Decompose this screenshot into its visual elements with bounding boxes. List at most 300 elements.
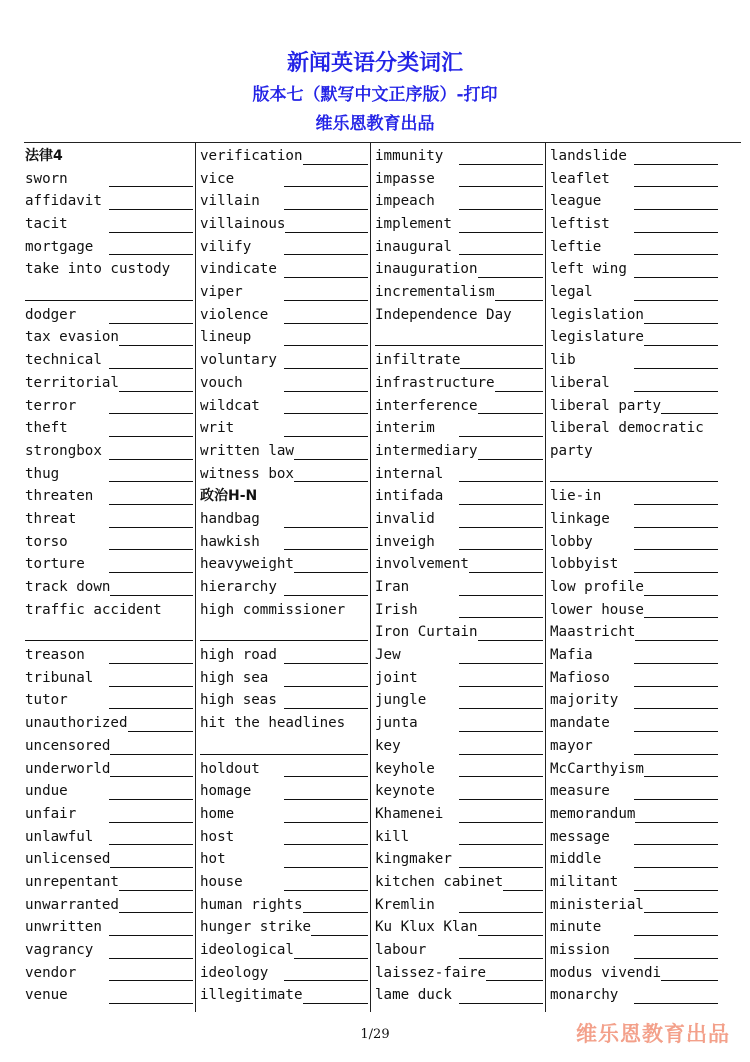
vocab-word: joint bbox=[375, 669, 418, 686]
vocab-entry bbox=[550, 372, 718, 395]
vocab-entry bbox=[25, 894, 193, 917]
vocab-word: kill bbox=[375, 828, 410, 845]
vocab-word: tax evasion bbox=[25, 329, 119, 346]
answer-blank-line bbox=[634, 215, 718, 233]
answer-blank-line bbox=[459, 737, 543, 755]
vocab-entry bbox=[200, 463, 368, 486]
vocab-entry bbox=[550, 281, 718, 304]
answer-blank-line bbox=[634, 351, 718, 369]
vocab-word: intifada bbox=[375, 488, 444, 505]
answer-blank-line bbox=[284, 578, 368, 596]
answer-blank-line bbox=[634, 873, 718, 891]
vocab-entry bbox=[550, 145, 718, 168]
vocab-word: homage bbox=[200, 783, 252, 800]
answer-blank-line bbox=[459, 169, 543, 187]
vocab-word: legal bbox=[550, 284, 593, 301]
vocab-word: Irish bbox=[375, 601, 418, 618]
answer-blank-line bbox=[284, 782, 368, 800]
vocab-entry bbox=[200, 395, 368, 418]
vocab-word: unlicensed bbox=[25, 851, 111, 868]
answer-blank-line bbox=[109, 827, 193, 845]
answer-blank-line bbox=[303, 986, 369, 1004]
answer-blank-line bbox=[284, 691, 368, 709]
vocab-entry bbox=[200, 168, 368, 191]
vocab-entry bbox=[550, 168, 718, 191]
vocab-entry bbox=[200, 780, 368, 803]
vocab-word: technical bbox=[25, 352, 102, 369]
vocab-word: track down bbox=[25, 579, 111, 596]
vocab-entry bbox=[25, 395, 193, 418]
vocab-entry bbox=[375, 916, 543, 939]
vocab-entry bbox=[200, 984, 368, 1007]
answer-blank-line bbox=[284, 532, 368, 550]
vocab-word: jungle bbox=[375, 692, 427, 709]
vocab-entry bbox=[375, 984, 543, 1007]
vocab-entry bbox=[25, 826, 193, 849]
answer-blank-line bbox=[634, 532, 718, 550]
vocab-word: militant bbox=[550, 873, 619, 890]
answer-blank-line bbox=[634, 555, 718, 573]
vocab-entry bbox=[550, 553, 718, 576]
vocab-entry bbox=[200, 599, 368, 622]
answer-blank-line bbox=[303, 895, 369, 913]
vocab-entry bbox=[25, 916, 193, 939]
vocab-word: mortgage bbox=[25, 238, 94, 255]
vocab-word: measure bbox=[550, 783, 610, 800]
answer-blank-line bbox=[459, 941, 543, 959]
vocab-word: territorial bbox=[25, 374, 119, 391]
vocab-entry bbox=[550, 190, 718, 213]
answer-blank-line bbox=[459, 646, 543, 664]
vocab-word: invalid bbox=[375, 510, 435, 527]
answer-blank-line bbox=[459, 850, 543, 868]
answer-blank-line bbox=[634, 986, 718, 1004]
vocab-word: Jew bbox=[375, 647, 401, 664]
word-column-4 bbox=[550, 145, 718, 1007]
vocab-word: lame duck bbox=[375, 987, 452, 1004]
vocab-word: inaugural bbox=[375, 238, 452, 255]
vocab-entry bbox=[200, 553, 368, 576]
answer-blank-line bbox=[200, 623, 368, 641]
answer-blank-line bbox=[634, 918, 718, 936]
vocab-entry bbox=[550, 758, 718, 781]
answer-blank-line bbox=[109, 487, 193, 505]
vocab-word: unwarranted bbox=[25, 896, 119, 913]
answer-blank-line bbox=[459, 691, 543, 709]
vocab-word: high seas bbox=[200, 692, 277, 709]
vocab-entry bbox=[550, 349, 718, 372]
answer-blank-line bbox=[634, 827, 718, 845]
vocab-entry bbox=[550, 690, 718, 713]
vocab-entry bbox=[25, 485, 193, 508]
vocab-entry bbox=[200, 440, 368, 463]
vocab-entry bbox=[200, 939, 368, 962]
vocab-entry bbox=[550, 803, 718, 826]
answer-blank-line bbox=[644, 578, 718, 596]
vocab-entry bbox=[25, 236, 193, 259]
vocab-word: infrastructure bbox=[375, 374, 495, 391]
answer-blank-line bbox=[109, 306, 193, 324]
vocab-entry bbox=[200, 644, 368, 667]
vocab-word: sworn bbox=[25, 170, 68, 187]
vocab-entry bbox=[200, 372, 368, 395]
vocab-word: villainous bbox=[200, 216, 286, 233]
vocab-word: message bbox=[550, 828, 610, 845]
vocab-entry bbox=[25, 349, 193, 372]
vocab-entry bbox=[375, 463, 543, 486]
vocab-entry bbox=[375, 962, 543, 985]
answer-blank-line bbox=[294, 442, 368, 460]
vocab-word: viper bbox=[200, 284, 243, 301]
vocab-word: liberal bbox=[550, 374, 610, 391]
answer-blank-line bbox=[284, 669, 368, 687]
vocab-word: violence bbox=[200, 306, 269, 323]
vocab-entry bbox=[375, 848, 543, 871]
vocab-word: Kremlin bbox=[375, 896, 435, 913]
answer-blank-line bbox=[634, 374, 718, 392]
vocab-entry bbox=[375, 599, 543, 622]
vocab-entry bbox=[375, 667, 543, 690]
vocab-entry bbox=[375, 531, 543, 554]
vocab-entry bbox=[550, 780, 718, 803]
vocab-entry bbox=[550, 236, 718, 259]
vocab-word: implement bbox=[375, 216, 452, 233]
vocab-entry bbox=[375, 690, 543, 713]
vocab-word: ideology bbox=[200, 964, 269, 981]
vocab-word: Iran bbox=[375, 579, 410, 596]
vocab-word: Khamenei bbox=[375, 805, 444, 822]
vocab-word: landslide bbox=[550, 147, 627, 164]
answer-blank-line bbox=[284, 306, 368, 324]
answer-blank-line bbox=[459, 419, 543, 437]
vocab-entry bbox=[25, 939, 193, 962]
vocab-entry bbox=[200, 735, 368, 758]
answer-blank-line bbox=[109, 419, 193, 437]
vocab-word: vice bbox=[200, 170, 235, 187]
vocab-entry bbox=[200, 236, 368, 259]
vocab-entry bbox=[25, 735, 193, 758]
vocab-word: legislation bbox=[550, 306, 644, 323]
answer-blank-line bbox=[634, 850, 718, 868]
vocab-word: handbag bbox=[200, 510, 260, 527]
answer-blank-line bbox=[644, 895, 718, 913]
answer-blank-line bbox=[284, 169, 368, 187]
vocab-word: key bbox=[375, 737, 401, 754]
answer-blank-line bbox=[459, 578, 543, 596]
answer-blank-line bbox=[634, 782, 718, 800]
page-subtitle: 版本七（默写中文正序版）-打印 bbox=[252, 85, 498, 105]
answer-blank-line bbox=[109, 396, 193, 414]
vocab-entry bbox=[200, 803, 368, 826]
vocab-entry bbox=[375, 576, 543, 599]
vocab-word: unfair bbox=[25, 805, 77, 822]
vocab-entry bbox=[25, 848, 193, 871]
answer-blank-line bbox=[284, 759, 368, 777]
vocab-entry bbox=[375, 190, 543, 213]
vocab-word: modus vivendi bbox=[550, 964, 662, 981]
vocab-entry bbox=[25, 599, 193, 622]
vocab-entry bbox=[25, 690, 193, 713]
vocab-entry bbox=[200, 621, 368, 644]
vocab-word: vouch bbox=[200, 374, 243, 391]
answer-blank-line bbox=[634, 260, 718, 278]
answer-blank-line bbox=[109, 169, 193, 187]
vocab-word: involvement bbox=[375, 556, 469, 573]
vocab-word: torso bbox=[25, 533, 68, 550]
vocab-word: kitchen cabinet bbox=[375, 873, 504, 890]
vocab-word: labour bbox=[375, 942, 427, 959]
answer-blank-line bbox=[459, 827, 543, 845]
vocab-entry bbox=[550, 599, 718, 622]
vocab-entry bbox=[25, 553, 193, 576]
vocab-word: left wing bbox=[550, 261, 627, 278]
answer-blank-line bbox=[635, 805, 718, 823]
vocab-word: mandate bbox=[550, 715, 610, 732]
vocab-entry bbox=[25, 417, 193, 440]
answer-blank-line bbox=[119, 374, 193, 392]
vocab-entry bbox=[550, 395, 718, 418]
vocab-word: league bbox=[550, 193, 602, 210]
vocab-word: minute bbox=[550, 919, 602, 936]
vocab-word: low profile bbox=[550, 579, 644, 596]
answer-blank-line bbox=[459, 192, 543, 210]
answer-blank-line bbox=[110, 578, 193, 596]
answer-blank-line bbox=[109, 532, 193, 550]
vocab-word: internal bbox=[375, 465, 444, 482]
answer-blank-line bbox=[459, 237, 543, 255]
answer-blank-line bbox=[634, 941, 718, 959]
vocab-entry bbox=[375, 213, 543, 236]
vocab-entry bbox=[375, 372, 543, 395]
vocab-word: hierarchy bbox=[200, 579, 277, 596]
vocab-word: lib bbox=[550, 352, 576, 369]
vocab-entry bbox=[25, 463, 193, 486]
vocab-word: high commissioner bbox=[200, 601, 346, 618]
vocab-word: middle bbox=[550, 851, 602, 868]
answer-blank-line bbox=[109, 442, 193, 460]
vocab-word: unwritten bbox=[25, 919, 102, 936]
vocab-word: uncensored bbox=[25, 737, 111, 754]
vocab-word: vagrancy bbox=[25, 942, 94, 959]
vocab-entry bbox=[375, 644, 543, 667]
vocab-entry bbox=[25, 304, 193, 327]
answer-blank-line bbox=[109, 351, 193, 369]
vocab-word: vendor bbox=[25, 964, 77, 981]
vocab-word: dodger bbox=[25, 306, 77, 323]
vocab-entry bbox=[25, 644, 193, 667]
vocab-entry bbox=[375, 939, 543, 962]
vocab-word: McCarthyism bbox=[550, 760, 644, 777]
vocab-word: memorandum bbox=[550, 805, 636, 822]
vocab-entry bbox=[550, 939, 718, 962]
vocab-word: Ku Klux Klan bbox=[375, 919, 478, 936]
vocab-entry bbox=[550, 667, 718, 690]
answer-blank-line bbox=[459, 805, 543, 823]
vocab-word: intermediary bbox=[375, 442, 478, 459]
vocab-entry bbox=[550, 735, 718, 758]
answer-blank-line bbox=[200, 737, 368, 755]
answer-blank-line bbox=[284, 827, 368, 845]
answer-blank-line bbox=[109, 986, 193, 1004]
vocab-word: inveigh bbox=[375, 533, 435, 550]
vocab-entry bbox=[375, 621, 543, 644]
vocab-entry bbox=[25, 576, 193, 599]
vocab-entry bbox=[375, 894, 543, 917]
vocab-word: hit the headlines bbox=[200, 715, 346, 732]
vocab-entry bbox=[200, 508, 368, 531]
answer-blank-line bbox=[459, 895, 543, 913]
vocab-word: threaten bbox=[25, 488, 94, 505]
answer-blank-line bbox=[303, 147, 369, 165]
vocab-word: lie-in bbox=[550, 488, 602, 505]
publisher-watermark: 维乐恩教育出品 bbox=[576, 1022, 730, 1046]
answer-blank-line bbox=[503, 873, 543, 891]
vocab-entry bbox=[375, 145, 543, 168]
vocab-word: lobby bbox=[550, 533, 593, 550]
vocab-word: human rights bbox=[200, 896, 303, 913]
vocab-word: terror bbox=[25, 397, 77, 414]
vocab-entry bbox=[550, 894, 718, 917]
answer-blank-line bbox=[128, 714, 194, 732]
answer-blank-line bbox=[284, 351, 368, 369]
vocab-word: traffic accident bbox=[25, 601, 162, 618]
vocab-entry bbox=[550, 258, 718, 281]
answer-blank-line bbox=[634, 737, 718, 755]
vocab-word: interim bbox=[375, 420, 435, 437]
answer-blank-line bbox=[294, 941, 368, 959]
vocab-entry bbox=[25, 667, 193, 690]
vocab-entry bbox=[200, 304, 368, 327]
answer-blank-line bbox=[109, 782, 193, 800]
answer-blank-line bbox=[644, 306, 718, 324]
answer-blank-line bbox=[284, 850, 368, 868]
vocab-word: high sea bbox=[200, 669, 269, 686]
vocab-entry bbox=[375, 826, 543, 849]
vocab-entry bbox=[550, 848, 718, 871]
publisher-line: 维乐恩教育出品 bbox=[315, 114, 435, 134]
vocab-word: interference bbox=[375, 397, 478, 414]
answer-blank-line bbox=[109, 691, 193, 709]
vocab-entry bbox=[200, 327, 368, 350]
vocab-word: high road bbox=[200, 647, 277, 664]
vocab-word: unlawful bbox=[25, 828, 94, 845]
vocab-entry bbox=[25, 281, 193, 304]
answer-blank-line bbox=[284, 963, 368, 981]
vocab-entry bbox=[200, 712, 368, 735]
vocab-entry bbox=[550, 871, 718, 894]
vocab-entry bbox=[550, 576, 718, 599]
vocab-entry bbox=[550, 916, 718, 939]
answer-blank-line bbox=[478, 396, 544, 414]
answer-blank-line bbox=[284, 419, 368, 437]
page-title: 新闻英语分类词汇 bbox=[286, 51, 463, 76]
column-divider bbox=[370, 142, 371, 1012]
vocab-entry bbox=[375, 168, 543, 191]
word-column-3 bbox=[375, 145, 543, 1007]
vocab-entry bbox=[375, 417, 543, 440]
vocab-word: laissez-faire bbox=[375, 964, 487, 981]
answer-blank-line bbox=[460, 351, 543, 369]
answer-blank-line bbox=[634, 714, 718, 732]
answer-blank-line bbox=[459, 669, 543, 687]
answer-blank-line bbox=[495, 374, 543, 392]
vocab-word: witness box bbox=[200, 465, 294, 482]
answer-blank-line bbox=[109, 464, 193, 482]
vocab-word: leaflet bbox=[550, 170, 610, 187]
vocab-word: party bbox=[550, 442, 593, 459]
answer-blank-line bbox=[109, 510, 193, 528]
vocab-entry bbox=[550, 531, 718, 554]
vocab-entry bbox=[550, 962, 718, 985]
vocab-entry bbox=[25, 758, 193, 781]
answer-blank-line bbox=[459, 532, 543, 550]
vocab-entry bbox=[550, 463, 718, 486]
vocab-word: leftie bbox=[550, 238, 602, 255]
answer-blank-line bbox=[634, 169, 718, 187]
answer-blank-line bbox=[486, 963, 543, 981]
answer-blank-line bbox=[644, 328, 718, 346]
answer-blank-line bbox=[634, 487, 718, 505]
vocab-entry bbox=[200, 962, 368, 985]
answer-blank-line bbox=[110, 759, 193, 777]
answer-blank-line bbox=[284, 237, 368, 255]
vocab-word: villain bbox=[200, 193, 260, 210]
answer-blank-line bbox=[634, 283, 718, 301]
answer-blank-line bbox=[661, 396, 718, 414]
answer-blank-line bbox=[459, 147, 543, 165]
answer-blank-line bbox=[110, 850, 193, 868]
answer-blank-line bbox=[469, 555, 543, 573]
vocab-word: liberal democratic bbox=[550, 420, 704, 437]
answer-blank-line bbox=[110, 737, 193, 755]
vocab-entry bbox=[200, 281, 368, 304]
answer-blank-line bbox=[109, 646, 193, 664]
answer-blank-line bbox=[109, 237, 193, 255]
vocab-entry bbox=[200, 826, 368, 849]
vocab-word: kingmaker bbox=[375, 851, 452, 868]
vocab-entry bbox=[25, 803, 193, 826]
vocab-word: tutor bbox=[25, 692, 68, 709]
vocab-word: incrementalism bbox=[375, 284, 495, 301]
vocab-entry bbox=[200, 145, 368, 168]
vocab-entry bbox=[550, 440, 718, 463]
vocab-entry bbox=[200, 690, 368, 713]
answer-blank-line bbox=[478, 918, 544, 936]
vocab-entry bbox=[550, 213, 718, 236]
vocab-entry bbox=[550, 826, 718, 849]
vocab-entry bbox=[25, 372, 193, 395]
answer-blank-line bbox=[109, 941, 193, 959]
vocab-word: wildcat bbox=[200, 397, 260, 414]
vocab-word: mayor bbox=[550, 737, 593, 754]
vocab-entry bbox=[200, 758, 368, 781]
vocab-entry bbox=[375, 758, 543, 781]
vocab-entry bbox=[200, 871, 368, 894]
vocab-entry bbox=[200, 894, 368, 917]
vocab-entry bbox=[550, 644, 718, 667]
vocab-entry bbox=[25, 621, 193, 644]
page-number: 1/29 bbox=[360, 1027, 390, 1042]
vocab-word: inauguration bbox=[375, 261, 478, 278]
vocab-word: junta bbox=[375, 715, 418, 732]
vocab-entry bbox=[375, 508, 543, 531]
vocab-word: infiltrate bbox=[375, 352, 461, 369]
vocab-word: hawkish bbox=[200, 533, 260, 550]
answer-blank-line bbox=[459, 487, 543, 505]
vocab-entry bbox=[25, 962, 193, 985]
answer-blank-line bbox=[109, 918, 193, 936]
vocab-entry bbox=[25, 712, 193, 735]
